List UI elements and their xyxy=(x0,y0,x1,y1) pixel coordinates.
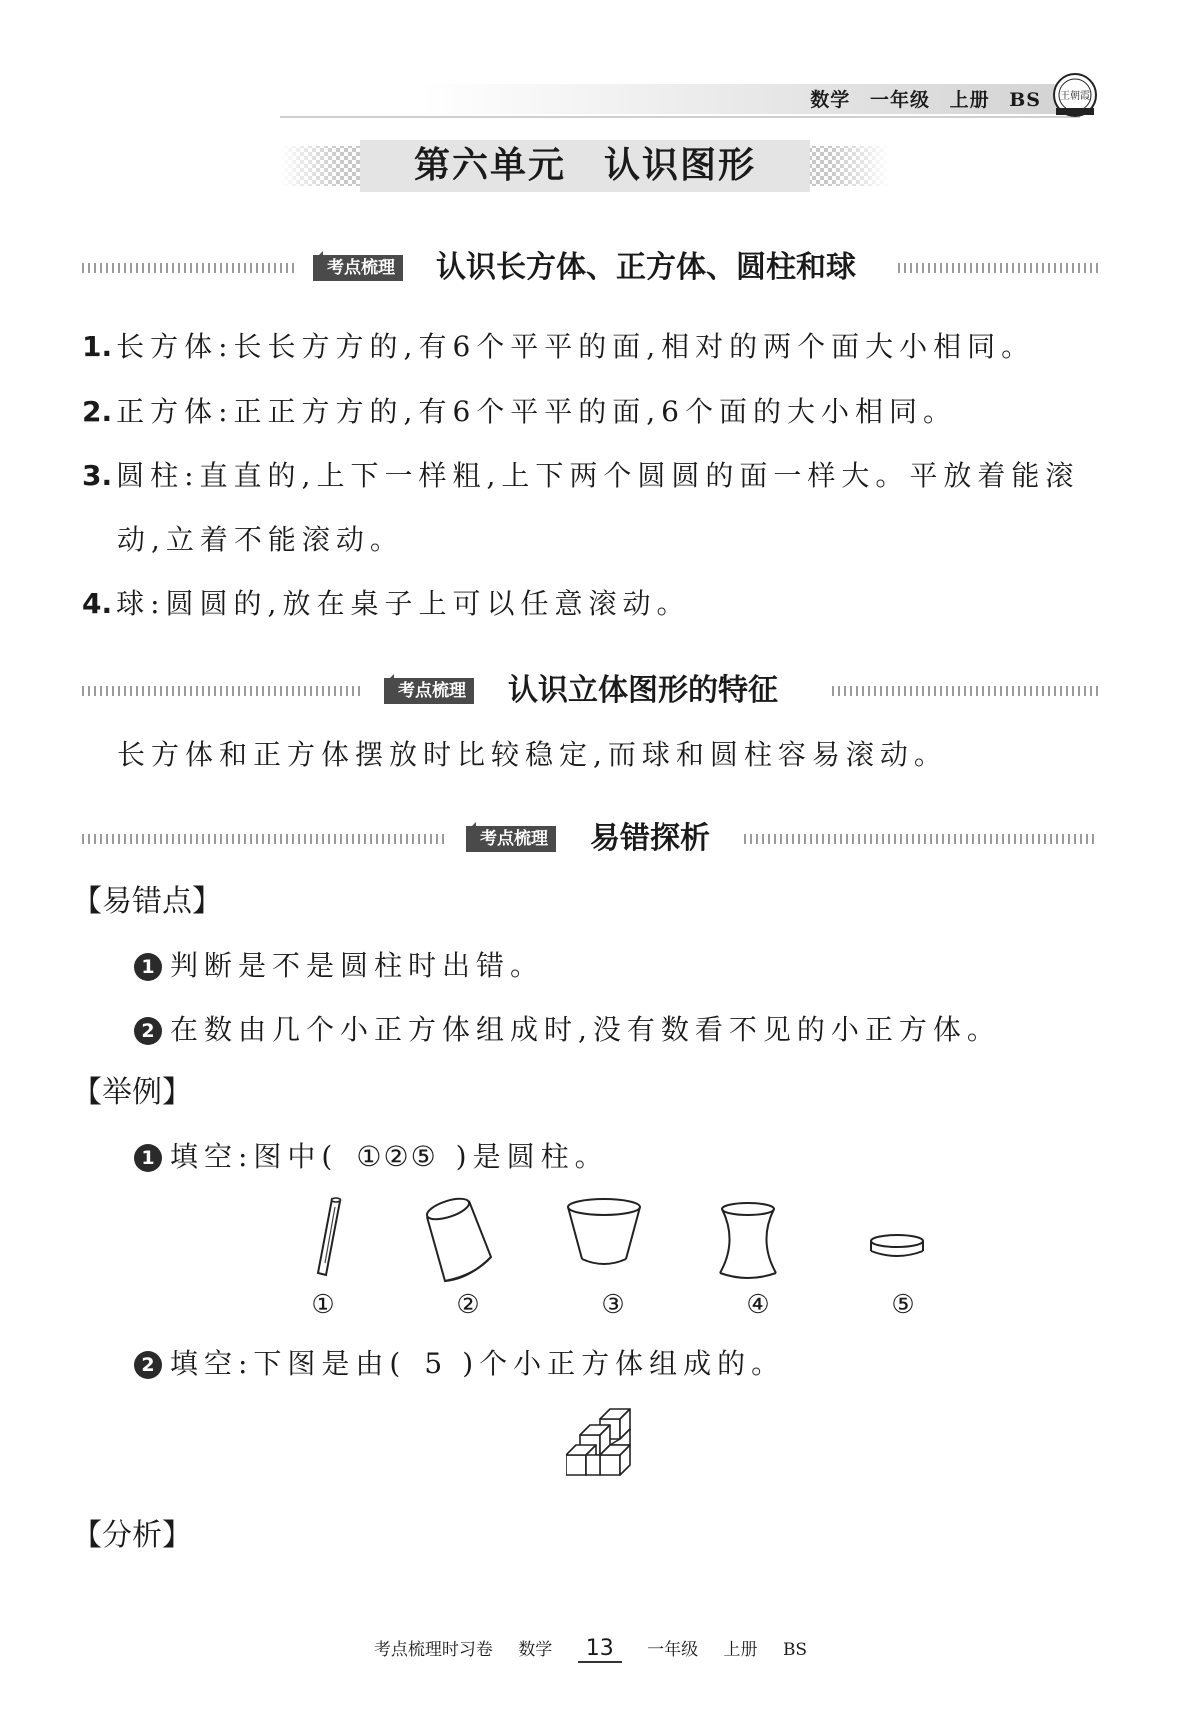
item-number: 1. xyxy=(82,330,113,363)
header-info xyxy=(798,85,1041,112)
answer: 5 xyxy=(424,1347,445,1380)
circled-number: 1 xyxy=(134,1144,162,1172)
shape-label: ⑤ xyxy=(891,1290,915,1320)
shapes-figure xyxy=(300,1195,1000,1295)
question xyxy=(134,1137,609,1177)
question-suffix: )个小正方体组成的。 xyxy=(462,1347,786,1380)
item-number: 2. xyxy=(82,395,113,428)
question-prefix: 填空:下图是由( xyxy=(170,1347,407,1380)
footer-subject: 数学 xyxy=(518,1640,553,1660)
seal-text: 王朝霞 xyxy=(1060,91,1090,102)
section-badge: 考点梳理 xyxy=(384,678,474,704)
cylinder-shape xyxy=(425,1195,491,1281)
frustum-shape xyxy=(568,1199,640,1264)
question xyxy=(134,1344,785,1384)
section-divider xyxy=(898,263,1098,273)
thin-rod-shape xyxy=(318,1198,341,1275)
section-badge: 考点梳理 xyxy=(313,255,403,281)
question-prefix: 填空:图中( xyxy=(170,1140,339,1173)
header-edition: BS xyxy=(1009,89,1041,111)
list-item xyxy=(134,946,544,986)
cube-stack-figure xyxy=(566,1405,648,1479)
section-divider xyxy=(82,263,294,273)
shape-label: ② xyxy=(456,1290,480,1320)
publisher-seal-icon xyxy=(1052,72,1098,118)
examples-heading: 【举例】 xyxy=(72,1075,192,1110)
item-text: 圆柱:直直的,上下一样粗,上下两个圆圆的面一样大。平放着能滚 xyxy=(116,459,1080,492)
page-number: 13 xyxy=(578,1636,622,1663)
section-title: 认识长方体、正方体、圆柱和球 xyxy=(436,250,856,285)
footer-grade: 一年级 xyxy=(647,1640,699,1660)
header-rule xyxy=(280,116,1080,118)
list-item xyxy=(82,392,957,432)
section-divider xyxy=(832,686,1098,696)
analysis-heading: 【分析】 xyxy=(72,1518,192,1553)
section-divider xyxy=(82,686,364,696)
list-item xyxy=(82,584,690,624)
section-text: 长方体和正方体摆放时比较稳定,而球和圆柱容易滚动。 xyxy=(117,738,948,771)
item-continuation: 动,立着不能滚动。 xyxy=(117,523,404,556)
footer-volume: 上册 xyxy=(723,1640,758,1660)
item-text: 判断是不是圆柱时出错。 xyxy=(170,949,545,982)
footer-edition: BS xyxy=(782,1640,808,1660)
unit-title: 第六单元 认识图形 xyxy=(413,145,756,186)
item-number: 4. xyxy=(82,587,113,620)
list-item xyxy=(82,327,1035,367)
section-title: 认识立体图形的特征 xyxy=(508,673,778,708)
section-divider xyxy=(744,834,1098,844)
header-subject: 数学 xyxy=(810,89,851,111)
question-suffix: )是圆柱。 xyxy=(455,1140,609,1173)
list-item xyxy=(134,1010,1001,1050)
section-title: 易错探析 xyxy=(590,821,710,856)
disc-shape xyxy=(871,1235,923,1256)
item-text: 正方体:正正方方的,有6个平平的面,6个面的大小相同。 xyxy=(116,395,957,428)
item-number: 3. xyxy=(82,459,113,492)
item-text: 在数由几个小正方体组成时,没有数看不见的小正方体。 xyxy=(170,1013,1001,1046)
section-badge: 考点梳理 xyxy=(466,826,556,852)
section-divider xyxy=(82,834,446,844)
item-text: 球:圆圆的,放在桌子上可以任意滚动。 xyxy=(116,587,691,620)
page-footer xyxy=(0,1635,1181,1663)
circled-number: 2 xyxy=(134,1351,162,1379)
item-text: 长方体:长长方方的,有6个平平的面,相对的两个面大小相同。 xyxy=(116,330,1036,363)
answer: ①②⑤ xyxy=(356,1140,438,1173)
circled-number: 2 xyxy=(134,1017,162,1045)
list-item xyxy=(82,456,1079,496)
shape-label: ④ xyxy=(746,1290,770,1320)
shape-label: ③ xyxy=(601,1290,625,1320)
footer-series: 考点梳理时习卷 xyxy=(373,1640,493,1660)
circled-number: 1 xyxy=(134,953,162,981)
header-grade: 一年级 xyxy=(869,89,930,111)
errors-heading: 【易错点】 xyxy=(72,884,222,919)
waisted-shape xyxy=(720,1203,776,1278)
shape-label: ① xyxy=(311,1290,335,1320)
header-volume: 上册 xyxy=(949,89,990,111)
